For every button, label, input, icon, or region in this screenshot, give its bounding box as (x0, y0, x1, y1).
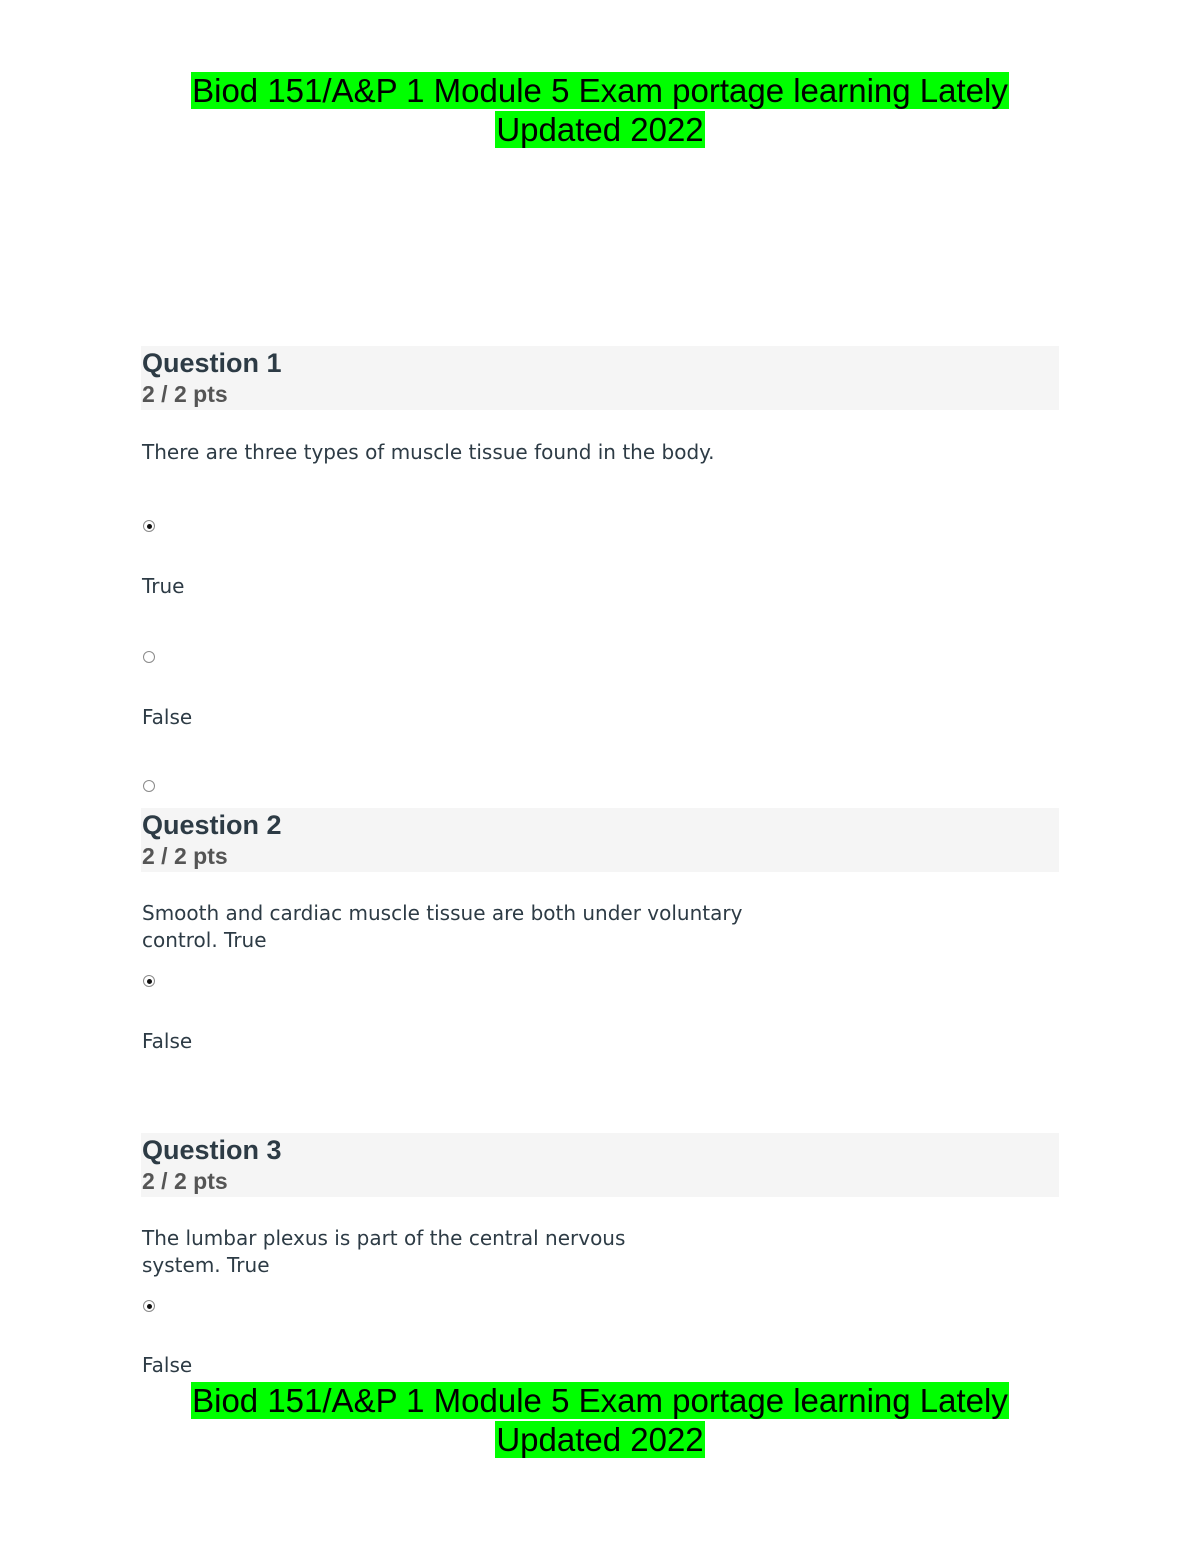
document-title-line1: Biod 151/A&P 1 Module 5 Exam portage learning Lately (192, 72, 1008, 109)
question-3-text-line2: system. True (142, 1253, 270, 1277)
question-1-option-true: True (142, 574, 185, 598)
question-3-option-false: False (142, 1353, 193, 1377)
question-1-header (141, 346, 1059, 410)
question-1-points: 2 / 2 pts (142, 381, 228, 407)
footer-title-line2: Updated 2022 (496, 1421, 704, 1458)
question-1-radio-false[interactable] (143, 651, 155, 663)
question-3-header (141, 1133, 1059, 1197)
footer-title-line1: Biod 151/A&P 1 Module 5 Exam portage learning Lately (192, 1382, 1008, 1419)
question-2-text-line1: Smooth and cardiac muscle tissue are both under voluntary (142, 901, 743, 925)
question-2-header (141, 808, 1059, 872)
question-2-points: 2 / 2 pts (142, 843, 228, 869)
document-title (0, 71, 1200, 149)
question-1-text: There are three types of muscle tissue found in the body. (142, 440, 715, 464)
question-3-points: 2 / 2 pts (142, 1168, 228, 1194)
question-1-radio-true[interactable] (143, 520, 155, 532)
question-3-text-line1: The lumbar plexus is part of the central nervous (142, 1226, 626, 1250)
question-2-title: Question 2 (142, 810, 282, 840)
question-2-option-false: False (142, 1029, 193, 1053)
document-title-line2: Updated 2022 (496, 111, 704, 148)
question-3-text (142, 1225, 625, 1279)
question-1-radio-extra[interactable] (143, 780, 155, 792)
question-2-text (142, 900, 742, 954)
question-2-radio-selected[interactable] (143, 975, 155, 987)
question-1-title: Question 1 (142, 348, 282, 378)
question-1-option-false: False (142, 705, 193, 729)
question-2-text-line2: control. True (142, 928, 267, 952)
document-footer-title (0, 1381, 1200, 1459)
question-3-radio-selected[interactable] (143, 1300, 155, 1312)
question-3-title: Question 3 (142, 1135, 282, 1165)
